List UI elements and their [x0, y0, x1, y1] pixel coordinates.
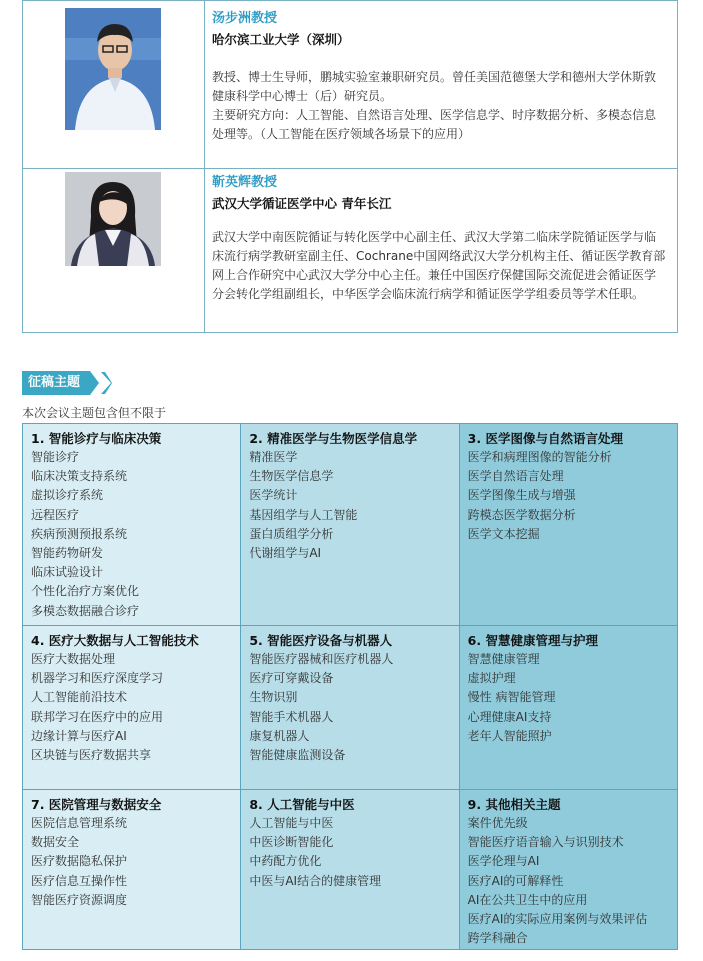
topic-item: 智能手术机器人: [249, 709, 334, 724]
topic-item: 医疗AI的实际应用案例与效果评估: [467, 912, 648, 927]
topic-cell: [241, 626, 459, 790]
topic-heading: 5. 智能医疗设备与机器人: [249, 633, 393, 648]
topic-item: 联邦学习在医疗中的应用: [31, 709, 164, 724]
topic-item: 中医与AI结合的健康管理: [249, 873, 382, 888]
speaker-organization: 武汉大学循证医学中心 青年长江: [212, 196, 392, 211]
topic-cell: [459, 790, 677, 950]
topic-item: 智能医疗语音输入与识别技术: [467, 835, 624, 850]
speaker-info: [212, 174, 667, 304]
speaker-bio: [212, 228, 667, 304]
topic-item: 医疗AI的可解释性: [467, 873, 564, 888]
speaker-organization: 哈尔滨工业大学（深圳）: [212, 32, 350, 47]
topic-cell: [459, 626, 677, 790]
speaker-info: [212, 10, 667, 144]
topic-item: 案件优先级: [467, 816, 528, 830]
topic-item: 中药配方优化: [249, 854, 322, 869]
topic-heading: 1. 智能诊疗与临床决策: [31, 431, 162, 446]
topic-cell: [23, 626, 241, 790]
section-heading: [22, 371, 112, 395]
speaker-bio-paragraph: 教授、博士生导师，鹏城实验室兼职研究员。曾任美国范德堡大学和德州大学休斯敦健康科学中心博士（后）研究员。: [212, 70, 657, 103]
speaker-photo: [65, 172, 161, 266]
topic-item: 医学和病理图像的智能分析: [467, 450, 612, 464]
topic-item: 远程医疗: [31, 507, 80, 522]
speaker-name: 靳英辉教授: [212, 175, 278, 190]
topic-item: 多模态数据融合诊疗: [31, 603, 140, 618]
topic-cell: [459, 424, 677, 626]
topic-item: AI在公共卫生中的应用: [467, 892, 588, 907]
topic-item: 代谢组学与AI: [249, 546, 322, 561]
topic-item: 数据安全: [31, 835, 80, 850]
section-intro: 本次会议主题包含但不限于: [22, 406, 167, 420]
topic-item: 中医诊断智能化: [249, 835, 334, 850]
topic-item: 医疗可穿戴设备: [249, 671, 334, 686]
topic-item: 智能药物研发: [31, 546, 104, 561]
heading-arrow-icon: [90, 371, 99, 395]
topic-heading: 9. 其他相关主题: [467, 797, 561, 812]
topic-heading: 2. 精准医学与生物医学信息学: [249, 431, 418, 446]
topic-item: 虚拟护理: [467, 671, 516, 686]
topic-item: 精准医学: [249, 450, 298, 464]
topic-item: 临床决策支持系统: [31, 469, 128, 484]
topic-item: 慢性 病智能管理: [467, 690, 556, 705]
topic-item: 蛋白质组学分析: [249, 526, 334, 541]
speaker-bio: [212, 68, 667, 144]
topic-item: 临床试验设计: [31, 565, 104, 580]
speaker-bio-paragraph: 武汉大学中南医院循证与转化医学中心副主任、武汉大学第二临床学院循证医学与临床流行病学教研室副主任、Cochrane中国网络武汉大学分机构主任、循证医学教育部网上合作研究中心武汉大学分中心主任。兼任中国医疗保健国际交流促进会循证医学分会转化学组副组长，中华医学会临床流行病学和循证医学学组委员等学术任职。: [212, 230, 666, 301]
topic-item: 医学统计: [249, 488, 298, 503]
topics-row: [23, 626, 678, 790]
chevron-right-icon: [100, 371, 112, 395]
topic-item: 智能诊疗: [31, 450, 80, 464]
topic-item: 疾病预测预报系统: [31, 526, 128, 541]
topic-item: 医院信息管理系统: [31, 816, 128, 830]
topic-item: 医疗大数据处理: [31, 652, 116, 666]
topic-item: 个性化治疗方案优化: [31, 584, 140, 599]
topic-item: 智慧健康管理: [467, 652, 540, 666]
topic-item: 生物识别: [249, 690, 298, 705]
topic-heading: 7. 医院管理与数据安全: [31, 797, 162, 812]
topic-item: 医学图像生成与增强: [467, 488, 576, 503]
topic-item: 生物医学信息学: [249, 469, 334, 484]
topic-item: 虚拟诊疗系统: [31, 488, 104, 503]
topic-item: 康复机器人: [249, 728, 310, 743]
topic-item: 跨模态医学数据分析: [467, 507, 576, 522]
topic-item: 跨学科融合: [467, 931, 528, 946]
topic-cell: [241, 424, 459, 626]
topic-item: 老年人智能照护: [467, 728, 552, 743]
topic-item: 医疗数据隐私保护: [31, 854, 128, 869]
topic-heading: 8. 人工智能与中医: [249, 797, 355, 812]
topic-cell: [23, 424, 241, 626]
topic-item: 智能医疗资源调度: [31, 892, 128, 907]
topic-item: 智能健康监测设备: [249, 748, 346, 763]
topic-heading: 6. 智慧健康管理与护理: [467, 633, 598, 648]
topics-row: [23, 790, 678, 950]
topic-heading: 3. 医学图像与自然语言处理: [467, 431, 623, 446]
topic-cell: [241, 790, 459, 950]
topic-cell: [23, 790, 241, 950]
speaker-photo: [65, 8, 161, 130]
topic-item: 机器学习和医疗深度学习: [31, 671, 164, 686]
topic-item: 基因组学与人工智能: [249, 507, 358, 522]
topic-item: 区块链与医疗数据共享: [31, 748, 152, 763]
topic-item: 医疗信息互操作性: [31, 873, 128, 888]
speaker-name: 汤步洲教授: [212, 11, 278, 26]
topic-item: 心理健康AI支持: [467, 709, 552, 724]
topic-item: 智能医疗器械和医疗机器人: [249, 652, 394, 666]
topic-item: 人工智能前沿技术: [31, 690, 128, 705]
topic-item: 医学伦理与AI: [467, 854, 540, 869]
topic-item: 边缘计算与医疗AI: [31, 728, 127, 743]
topics-grid: [22, 423, 678, 950]
speaker-bio-paragraph: 主要研究方向：人工智能、自然语言处理、医学信息学、时序数据分析、多模态信息处理等。（人工智能在医疗领域各场景下的应用）: [212, 108, 657, 141]
topic-heading: 4. 医疗大数据与人工智能技术: [31, 633, 199, 648]
topic-item: 医学文本挖掘: [467, 526, 540, 541]
section-heading-label: 征稿主题: [22, 371, 90, 395]
topics-row: [23, 424, 678, 626]
topic-item: 医学自然语言处理: [467, 469, 564, 484]
topic-item: 人工智能与中医: [249, 816, 334, 830]
